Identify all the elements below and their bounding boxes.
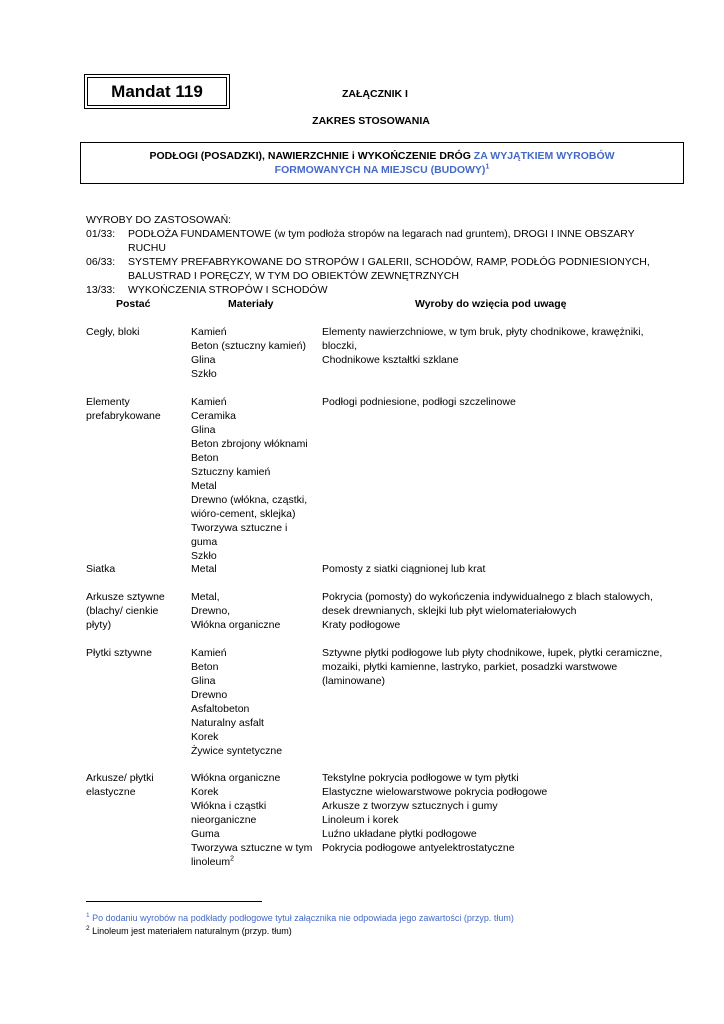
footnote-separator [86, 901, 262, 902]
cell-text: bloczki, [322, 340, 358, 352]
cell-text: (laminowane) [322, 675, 386, 687]
cell-text: elastyczne [86, 786, 136, 798]
cell-text: Kamień [191, 326, 227, 338]
cell-text: Podłogi podniesione, podłogi szczelinowe [322, 396, 516, 408]
cell-text: Siatka [86, 563, 116, 575]
cell-text: Chodnikowe kształtki szklane [322, 354, 459, 366]
table-cell-materials [191, 771, 280, 785]
table-cell-products [322, 325, 644, 339]
cell-text: Tworzywa sztuczne w tym [191, 842, 313, 854]
cell-text: Beton [191, 452, 219, 464]
table-cell-products [322, 674, 385, 688]
table-cell-form [86, 409, 161, 423]
table-cell-products [322, 604, 576, 618]
footnote-mark: 2 [86, 925, 90, 932]
table-cell-materials [191, 744, 282, 758]
product-text: WYKOŃCZENIA STROPÓW I SCHODÓW [128, 284, 328, 296]
product-item [86, 227, 666, 255]
table-cell-materials [191, 660, 218, 674]
column-header-materials: Materiały [228, 298, 274, 310]
annex-label: ZAŁĄCZNIK I [342, 88, 408, 100]
scope-text: ZAKRES STOSOWANIA [312, 115, 430, 127]
cell-text: Metal, [191, 591, 220, 603]
product-text: SYSTEMY PREFABRYKOWANE DO STROPÓW I GALERII, SCHODÓW, RAMP, PODŁÓG PODNIESIONYCH, BALUSTRAD I PORĘCZY, W TYM DO OBIEKTÓW ZEWNĘTRZNYCH [128, 256, 650, 282]
table-cell-products [322, 646, 662, 660]
cell-text: Naturalny asfalt [191, 717, 264, 729]
table-cell-materials [191, 479, 217, 493]
title-main: PODŁOGI (POSADZKI), NAWIERZCHNIE i WYKOŃCZENIE DRÓG [149, 150, 474, 162]
table-cell-form [86, 395, 130, 409]
cell-text: Sztywne płytki podłogowe lub płyty chodnikowe, łupek, płytki ceramiczne, [322, 647, 663, 659]
cell-text: Arkusze z tworzyw sztucznych i gumy [322, 800, 498, 812]
table-cell-materials [191, 799, 266, 813]
footnote-text: Po dodaniu wyrobów na podkłady podłogowe tytuł załącznika nie odpowiada jego zawartości (przyp. tłum) [89, 913, 514, 923]
table-cell-products [322, 799, 498, 813]
cell-text: Metal [191, 480, 217, 492]
table-cell-products [322, 785, 547, 799]
cell-text: Pokrycia podłogowe antyelektrostatyczne [322, 842, 515, 854]
column-header-form: Postać [116, 298, 151, 310]
table-cell-materials [191, 409, 236, 423]
table-cell-materials [191, 521, 287, 535]
footnote-2 [86, 925, 292, 937]
mandat-label: Mandat 119 [87, 77, 227, 106]
products-list [86, 213, 666, 297]
product-item [86, 255, 666, 283]
cell-text: Drewno [191, 689, 228, 701]
table-cell-materials [191, 339, 306, 353]
cell-text: Beton [191, 661, 219, 673]
table-cell-materials [191, 688, 227, 702]
cell-text: Luźno układane płytki podłogowe [322, 828, 477, 840]
cell-text: Glina [191, 354, 216, 366]
table-cell-materials [191, 562, 217, 576]
table-cell-form [86, 325, 140, 339]
table-cell-materials [191, 535, 217, 549]
table-cell-materials [191, 325, 227, 339]
cell-text: Asfaltobeton [191, 703, 250, 715]
cell-text: Drewno, [191, 605, 231, 617]
cell-text: Guma [191, 828, 220, 840]
table-cell-form [86, 646, 152, 660]
product-code: 01/33: [86, 228, 116, 240]
cell-text: Pokrycia (pomosty) do wykończenia indywidualnego z blach stalowych, [322, 591, 653, 603]
table-cell-materials [191, 618, 280, 632]
cell-text: Glina [191, 675, 216, 687]
title-exception: ZA WYJĄTKIEM WYROBÓW FORMOWANYCH NA MIEJSCU (BUDOWY) [274, 150, 615, 176]
table-cell-products [322, 395, 516, 409]
cell-text: Włókna organiczne [191, 619, 281, 631]
footnote-mark: 1 [86, 912, 90, 919]
table-cell-materials [191, 855, 234, 869]
cell-text: Glina [191, 424, 216, 436]
table-cell-products [322, 827, 477, 841]
scope-heading [0, 114, 724, 128]
table-cell-materials [191, 395, 227, 409]
cell-text: Beton zbrojony włóknami [191, 438, 308, 450]
title-text [107, 149, 657, 177]
table-cell-form [86, 590, 165, 604]
cell-text: Szkło [191, 550, 217, 562]
table-cell-form [86, 785, 136, 799]
cell-text: Drewno (włókna, cząstki, [191, 494, 308, 506]
table-cell-products [322, 339, 357, 353]
cell-text: płyty) [86, 619, 112, 631]
table-cell-materials [191, 702, 249, 716]
table-cell-materials [191, 465, 270, 479]
cell-text: Elementy nawierzchniowe, w tym bruk, płyty chodnikowe, krawężniki, [322, 326, 644, 338]
cell-text: Kraty podłogowe [322, 619, 401, 631]
table-cell-products [322, 771, 519, 785]
cell-text: Korek [191, 731, 219, 743]
mandat-box [84, 74, 230, 109]
table-cell-materials [191, 646, 227, 660]
product-code: 13/33: [86, 284, 116, 296]
cell-text: Arkusze/ płytki [86, 772, 154, 784]
cell-text: Żywice syntetyczne [191, 745, 283, 757]
cell-text: Arkusze sztywne [86, 591, 165, 603]
table-cell-materials [191, 507, 295, 521]
cell-text: Kamień [191, 647, 227, 659]
product-code: 06/33: [86, 256, 116, 268]
cell-text: Linoleum i korek [322, 814, 399, 826]
table-cell-materials [191, 423, 216, 437]
footnote-ref: 2 [230, 855, 235, 863]
product-item [86, 283, 666, 297]
table-cell-materials [191, 353, 216, 367]
cell-text: Metal [191, 563, 217, 575]
cell-text: Ceramika [191, 410, 236, 422]
table-cell-form [86, 604, 158, 618]
table-cell-products [322, 660, 617, 674]
cell-text: Korek [191, 786, 219, 798]
table-cell-materials [191, 813, 256, 827]
cell-text: Cegły, bloki [86, 326, 140, 338]
table-cell-products [322, 813, 398, 827]
footnote-1 [86, 912, 514, 924]
table-cell-materials [191, 827, 220, 841]
table-cell-materials [191, 604, 230, 618]
table-cell-form [86, 562, 115, 576]
footnote-text: Linoleum jest materiałem naturalnym (przyp. tłum) [89, 926, 292, 936]
cell-text: Włókna i cząstki [191, 800, 267, 812]
cell-text: linoleum [191, 856, 231, 868]
product-text: PODŁOŻA FUNDAMENTOWE (w tym podłoża stropów na legarach nad gruntem), DROGI I INNE OBSZARY RUCHU [128, 228, 635, 254]
table-cell-materials [191, 674, 216, 688]
cell-text: Elementy [86, 396, 130, 408]
table-cell-materials [191, 437, 308, 451]
cell-text: Pomosty z siatki ciągnionej lub krat [322, 563, 486, 575]
cell-text: Sztuczny kamień [191, 466, 271, 478]
table-cell-materials [191, 549, 217, 563]
cell-text: Szkło [191, 368, 217, 380]
products-heading: WYROBY DO ZASTOSOWAŃ: [86, 214, 232, 226]
title-box [80, 142, 684, 184]
cell-text: Kamień [191, 396, 227, 408]
table-cell-form [86, 771, 154, 785]
cell-text: wióro-cement, sklejka) [191, 508, 296, 520]
table-cell-materials [191, 785, 218, 799]
table-cell-materials [191, 451, 218, 465]
table-cell-materials [191, 716, 264, 730]
table-cell-products [322, 590, 653, 604]
cell-text: mozaiki, płytki kamienne, lastryko, parkiet, posadzki warstwowe [322, 661, 618, 673]
cell-text: nieorganiczne [191, 814, 257, 826]
cell-text: Włókna organiczne [191, 772, 281, 784]
table-cell-materials [191, 730, 218, 744]
cell-text: desek drewnianych, sklejki lub płyt wielomateriałowych [322, 605, 577, 617]
title-footnote-ref: 1 [485, 163, 490, 171]
table-cell-products [322, 562, 485, 576]
cell-text: guma [191, 536, 218, 548]
cell-text: Płytki sztywne [86, 647, 152, 659]
table-cell-products [322, 841, 515, 855]
cell-text: Tekstylne pokrycia podłogowe w tym płytki [322, 772, 519, 784]
table-cell-products [322, 353, 459, 367]
table-cell-materials [191, 493, 307, 507]
column-header-products: Wyroby do wzięcia pod uwagę [415, 298, 567, 310]
table-cell-products [322, 618, 400, 632]
cell-text: (blachy/ cienkie [86, 605, 159, 617]
cell-text: Beton (sztuczny kamień) [191, 340, 306, 352]
table-cell-materials [191, 367, 217, 381]
table-cell-form [86, 618, 111, 632]
table-cell-materials [191, 841, 312, 855]
table-cell-materials [191, 590, 220, 604]
cell-text: Elastyczne wielowarstwowe pokrycia podłogowe [322, 786, 548, 798]
cell-text: prefabrykowane [86, 410, 161, 422]
cell-text: Tworzywa sztuczne i [191, 522, 288, 534]
